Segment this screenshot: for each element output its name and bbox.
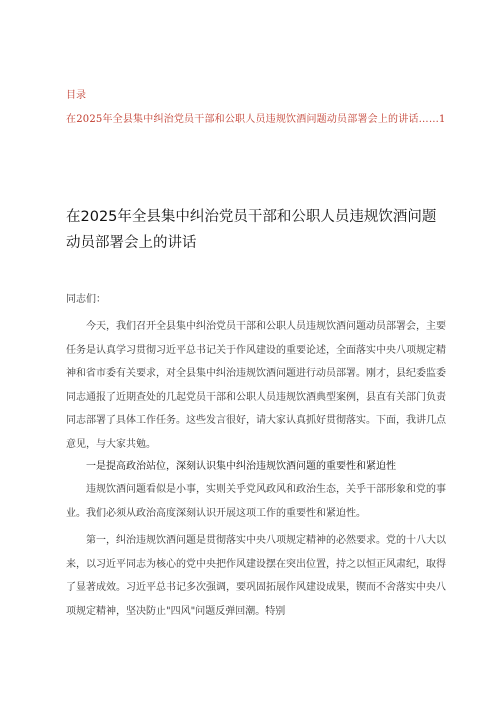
toc-heading: 目录 bbox=[66, 90, 86, 101]
section-heading: 一是提高政治站位，深刻认识集中纠治违规饮酒问题的重要性和紧迫性 bbox=[86, 461, 396, 472]
section-paragraph-2: 第一，纠治违规饮酒问题是贯彻落实中央八项规定精神的必然要求。党的十八大以来，以习近平同志为核心的党中央把作风建设摆在突出位置，持之以恒正风肃纪，取得了显著成效。习近平总书记多次强调，要巩固拓展作风建设成果，锲而不舍落实中央八项规定精神，坚决防止"四风"问题反弹回潮。特别 bbox=[66, 535, 446, 617]
section-paragraph-1: 违规饮酒问题看似是小事，实则关乎党风政风和政治生态，关乎干部形象和党的事业。我们必须从政治高度深刻认识开展这项工作的重要性和紧迫性。 bbox=[66, 484, 446, 519]
document-title: 在2025年全县集中纠治党员干部和公职人员违规饮酒问题动员部署会上的讲话 bbox=[66, 209, 437, 251]
toc-entry-link[interactable]: 在2025年全县集中纠治党员干部和公职人员违规饮酒问题动员部署会上的讲话……1 bbox=[66, 114, 446, 125]
document-body bbox=[66, 291, 446, 623]
salutation: 同志们： bbox=[66, 294, 106, 305]
intro-paragraph: 今天，我们召开全县集中纠治党员干部和公职人员违规饮酒问题动员部署会，主要任务是认真学习贯彻习近平总书记关于作风建设的重要论述，全面落实中央八项规定精神和省市委有关要求，对全县集中纠治违规饮酒问题进行动员部署。刚才，县纪委监委同志通报了近期查处的几起党员干部和公职人员违规饮酒典型案例，县直有关部门负责同志部署了具体工作任务。这些发言很好，请大家认真抓好贯彻落实。下面，我讲几点意见，与大家共勉。 bbox=[66, 321, 446, 450]
table-of-contents bbox=[66, 88, 446, 128]
